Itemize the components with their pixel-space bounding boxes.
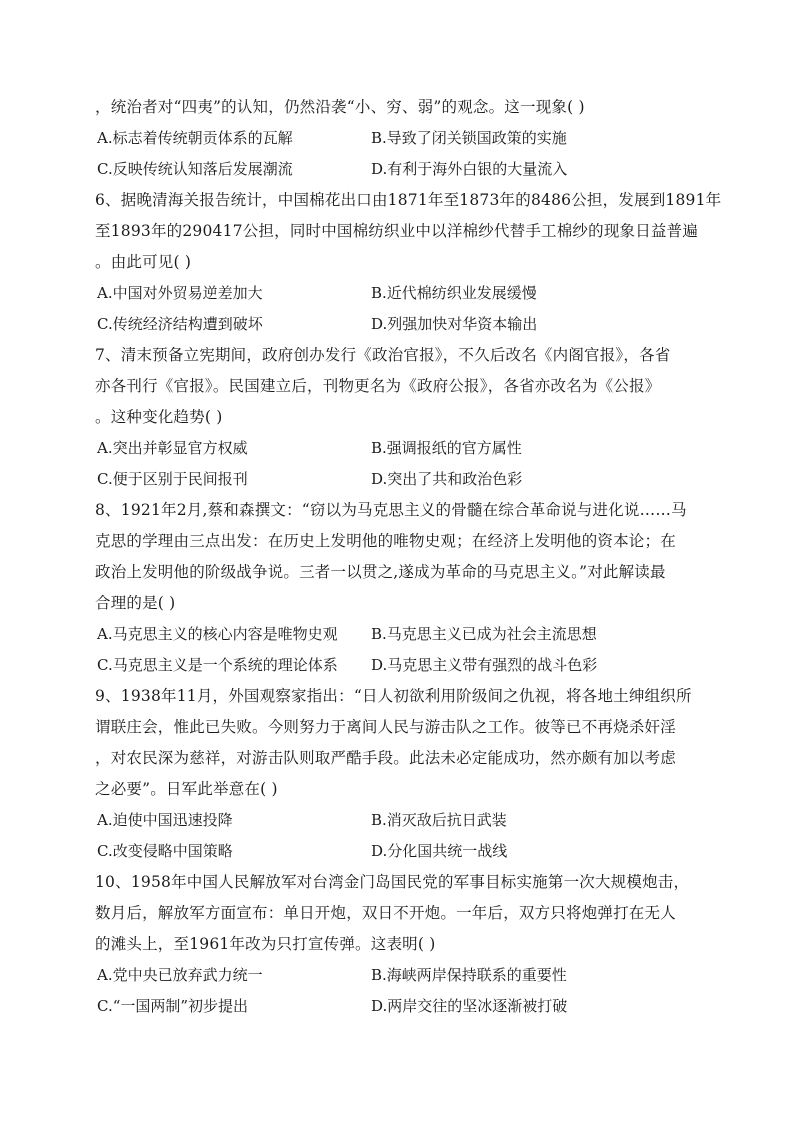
question-stem-line: 克思的学理由三点出发：在历史上发明他的唯物史观；在经济上发明他的资本论；在 [95, 532, 676, 550]
option-c: C.便于区别于民间报刊 [97, 470, 248, 488]
option-a: A.标志着传统朝贡体系的瓦解 [97, 129, 293, 147]
option-d: D.两岸交往的坚冰逐渐被打破 [371, 997, 568, 1015]
question-stem-line: 合理的是( ) [95, 594, 176, 612]
options-row [95, 309, 705, 340]
options-row [95, 805, 705, 836]
question-stem-line: 8、1921年2月,蔡和森撰文：“窃以为马克思主义的骨髓在综合革命说与进化说……马 [95, 501, 687, 519]
option-d: D.列强加快对华资本输出 [371, 315, 538, 333]
option-c: C.改变侵略中国策略 [97, 842, 233, 860]
option-d: D.分化国共统一战线 [371, 842, 508, 860]
option-b: B.导致了闭关锁国政策的实施 [371, 129, 567, 147]
question-stem-line: 的滩头上，至1961年改为只打宣传弹。这表明( ) [95, 935, 436, 953]
option-b: B.马克思主义已成为社会主流思想 [371, 625, 597, 643]
options-row [95, 464, 705, 495]
question-8 [95, 495, 705, 681]
question-stem-line: 。由此可见( ) [95, 253, 192, 271]
question-stem-line: 数月后，解放军方面宣布：单日开炮，双日不开炮。一年后，双方只将炮弹打在无人 [95, 904, 676, 922]
option-a: A.中国对外贸易逆差加大 [97, 284, 263, 302]
question-stem-line: 至1893年的290417公担，同时中国棉纺织业中以洋棉纱代替手工棉纱的现象日益普遍 [95, 222, 699, 240]
question-stem-line: 谓联庄会，惟此已失败。今则努力于离间人民与游击队之工作。彼等已不再烧杀奸淫 [95, 718, 676, 736]
option-a: A.迫使中国迅速投降 [97, 811, 233, 829]
question-stem-line: 6、据晚清海关报告统计，中国棉花出口由1871年至1873年的8486公担，发展到1891年 [95, 191, 722, 209]
option-d: D.有利于海外白银的大量流入 [371, 160, 568, 178]
question-10 [95, 867, 705, 1022]
question-7 [95, 340, 705, 495]
question-6 [95, 185, 722, 340]
options-row [95, 960, 705, 991]
question-stem-line: 。这种变化趋势( ) [95, 408, 223, 426]
question-stem-line: ，统治者对“四夷”的认知，仍然沿袭“小、穷、弱”的观念。这一现象( ) [95, 98, 585, 116]
option-c: C.“一国两制”初步提出 [97, 997, 249, 1015]
option-a: A.党中央已放弃武力统一 [97, 966, 263, 984]
options-row [95, 836, 705, 867]
question-stem-line: 10、1958年中国人民解放军对台湾金门岛国民党的军事目标实施第一次大规模炮击， [95, 873, 690, 891]
question-stem-line: 政治上发明他的阶级战争说。三者一以贯之,遂成为革命的马克思主义。”对此解读最 [95, 563, 666, 581]
options-row [95, 991, 705, 1022]
option-c: C.马克思主义是一个系统的理论体系 [97, 656, 338, 674]
question-9 [95, 681, 705, 867]
option-b: B.海峡两岸保持联系的重要性 [371, 966, 567, 984]
exam-page [95, 92, 722, 1022]
options-row [95, 433, 705, 464]
option-d: D.突出了共和政治色彩 [371, 470, 523, 488]
options-row [95, 278, 705, 309]
option-a: A.突出并彰显官方权威 [97, 439, 248, 457]
option-c: C.反映传统认知落后发展潮流 [97, 160, 293, 178]
option-b: B.近代棉纺织业发展缓慢 [371, 284, 537, 302]
question-stem-line: 9、1938年11月，外国观察家指出：“日人初欲利用阶级间之仇视，将各地土绅组织所 [95, 687, 692, 705]
options-row [95, 619, 705, 650]
question-stem-line: 7、清末预备立宪期间，政府创办发行《政治官报》，不久后改名《内阁官报》，各省 [95, 346, 671, 364]
options-row [95, 123, 705, 154]
option-b: B.强调报纸的官方属性 [371, 439, 522, 457]
options-row [95, 154, 705, 185]
option-d: D.马克思主义带有强烈的战斗色彩 [371, 656, 598, 674]
options-row [95, 650, 705, 681]
question-stem-line: ，对农民深为慈祥，对游击队则取严酷手段。此法未必定能成功，然亦颇有加以考虑 [95, 749, 676, 767]
option-c: C.传统经济结构遭到破坏 [97, 315, 263, 333]
question-5 [95, 92, 705, 185]
question-stem-line: 之必要”。日军此举意在( ) [95, 780, 278, 798]
option-b: B.消灭敌后抗日武装 [371, 811, 507, 829]
option-a: A.马克思主义的核心内容是唯物史观 [97, 625, 338, 643]
question-stem-line: 亦各刊行《官报》。民国建立后，刊物更名为《政府公报》，各省亦改名为《公报》 [95, 377, 661, 395]
